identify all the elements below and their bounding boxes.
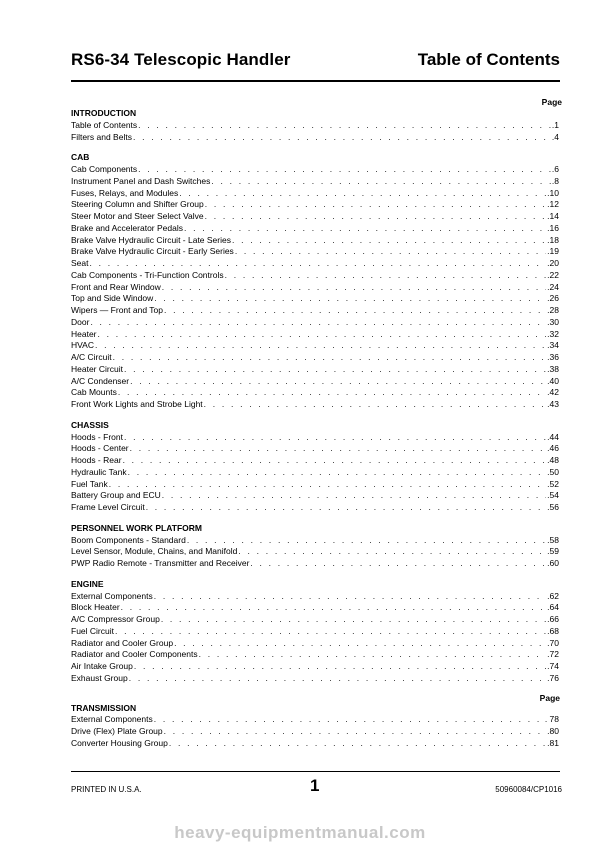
dot-leader	[95, 340, 546, 352]
toc-entry-page: .56	[547, 502, 559, 512]
toc-entry[interactable]	[71, 282, 559, 294]
toc-entry-label: Door	[71, 316, 90, 327]
dot-leader	[164, 726, 547, 738]
toc-entry-label: Heater	[71, 328, 97, 339]
toc-entry-page: .6	[551, 164, 559, 174]
toc-entry-label: Fuel Tank	[71, 478, 108, 489]
toc-entry[interactable]	[71, 714, 559, 726]
toc-entry-page: .59	[547, 546, 559, 557]
dot-leader	[179, 188, 546, 200]
dot-leader	[113, 352, 547, 364]
header-divider	[71, 80, 560, 82]
watermark: heavy-equipmentmanual.com	[174, 823, 426, 842]
toc-entry-label: A/C Circuit	[71, 352, 112, 362]
dot-leader	[124, 364, 546, 376]
toc-entry-label: Brake and Accelerator Pedals	[71, 222, 183, 233]
dot-leader	[133, 132, 551, 144]
dot-leader	[250, 558, 546, 570]
toc-entry[interactable]	[71, 317, 559, 329]
toc-entry-page: .14	[547, 211, 559, 221]
toc-entry-label: Front and Rear Window	[71, 281, 161, 292]
dot-leader	[121, 602, 547, 614]
toc-entry-page: .8	[551, 175, 559, 186]
toc-entry-page: .32	[547, 328, 559, 339]
toc-entry-label: Converter Housing Group	[71, 737, 168, 748]
toc-entry-label: External Components	[71, 590, 153, 601]
dot-leader	[187, 535, 546, 547]
dot-leader	[138, 164, 551, 176]
dot-leader	[154, 293, 546, 305]
toc-entry[interactable]	[71, 673, 559, 685]
toc-entry-page: .81	[547, 737, 559, 748]
toc-entry-page: .22	[547, 269, 559, 280]
toc-entry-label: Filters and Belts	[71, 131, 132, 142]
dot-leader	[164, 305, 546, 317]
toc-section-title: CHASSIS	[71, 419, 109, 430]
toc-entry-label: Hoods - Rear	[71, 455, 122, 465]
toc-entry-page: .12	[547, 199, 559, 210]
toc-entry[interactable]	[71, 455, 559, 467]
toc-entry[interactable]	[71, 164, 559, 176]
toc-entry-label: Air Intake Group	[71, 661, 133, 671]
toc-entry[interactable]	[71, 490, 559, 502]
dot-leader	[124, 432, 546, 444]
toc-section-title: ENGINE	[71, 578, 104, 589]
dot-leader	[130, 376, 546, 388]
toc-entry[interactable]	[71, 443, 559, 455]
toc-entry-page: .1	[551, 119, 559, 130]
toc-entry-label: HVAC	[71, 340, 94, 351]
toc-entry-page: .4	[551, 131, 559, 142]
toc-entry[interactable]	[71, 387, 559, 399]
toc-entry-label: PWP Radio Remote - Transmitter and Receiver	[71, 558, 250, 568]
toc-entry[interactable]	[71, 602, 559, 614]
toc-entry[interactable]	[71, 399, 559, 411]
toc-entry-label: Radiator and Cooler Components	[71, 649, 198, 660]
toc-entry-page: .74	[547, 661, 559, 671]
toc-entry-page: .68	[547, 625, 559, 636]
toc-entry-page: .58	[547, 534, 559, 545]
toc-entry-label: Exhaust Group	[71, 672, 128, 683]
dot-leader	[238, 546, 546, 558]
toc-entry-label: Hydraulic Tank	[71, 466, 127, 477]
dot-leader	[232, 235, 546, 247]
toc-entry[interactable]	[71, 661, 559, 673]
dot-leader	[162, 490, 546, 502]
toc-entry-label: Brake Valve Hydraulic Circuit - Early Series	[71, 246, 234, 257]
toc-entry-page: .46	[547, 443, 559, 454]
dot-leader	[138, 120, 551, 132]
dot-leader	[169, 738, 546, 750]
dot-leader	[225, 270, 547, 282]
toc-section-title: CAB	[71, 152, 90, 163]
toc-entry-page: .48	[547, 455, 559, 465]
toc-entry-page: .50	[547, 466, 559, 477]
toc-entry-label: Radiator and Cooler Group	[71, 637, 174, 648]
toc-entry-page: .30	[547, 316, 559, 327]
toc-entry-label: A/C Condenser	[71, 375, 130, 386]
toc-entry-label: Table of Contents	[71, 119, 138, 130]
toc-entry-label: Frame Level Circuit	[71, 502, 145, 512]
page-column-label: Page	[539, 692, 560, 703]
toc-entry[interactable]	[71, 614, 559, 626]
toc-entry-label: Wipers — Front and Top	[71, 305, 163, 315]
dot-leader	[123, 455, 547, 467]
dot-leader	[130, 443, 547, 455]
dot-leader	[146, 502, 546, 514]
toc-entry-page: .44	[547, 431, 559, 442]
dot-leader	[162, 282, 546, 294]
toc-entry[interactable]	[71, 176, 559, 188]
dot-leader	[211, 176, 551, 188]
section-gap	[71, 411, 559, 420]
dot-leader	[235, 246, 546, 258]
toc-entry[interactable]	[71, 591, 559, 603]
toc-entry-page: .10	[547, 187, 559, 198]
toc-entry[interactable]	[71, 329, 559, 341]
toc-entry-label: Front Work Lights and Strobe Light	[71, 399, 203, 409]
toc-entry-label: External Components	[71, 714, 153, 725]
footer-printed-note: PRINTED IN U.S.A.	[71, 785, 142, 794]
toc-entry[interactable]	[71, 223, 559, 235]
toc-entry[interactable]	[71, 726, 559, 738]
toc-entry-page: .38	[547, 363, 559, 374]
toc-entry-label: Top and Side Window	[71, 293, 154, 304]
toc-entry-page: .70	[547, 637, 559, 648]
toc-entry[interactable]	[71, 270, 559, 282]
dot-leader	[115, 626, 546, 638]
toc-entry-label: Hoods - Center	[71, 443, 129, 454]
toc-entry[interactable]	[71, 738, 559, 750]
toc-entry-label: Instrument Panel and Dash Switches	[71, 175, 211, 186]
dot-leader	[184, 223, 546, 235]
dot-leader	[98, 329, 547, 341]
toc-entry[interactable]	[71, 132, 559, 144]
toc-entry-page: .80	[547, 726, 559, 736]
toc-entry-page: .64	[547, 602, 559, 613]
toc-entry[interactable]	[71, 340, 559, 352]
toc-entry-page: .60	[547, 558, 559, 568]
toc-entry-page: .76	[547, 672, 559, 683]
toc-entry[interactable]	[71, 258, 559, 270]
toc-entry-label: Block Heater	[71, 602, 120, 613]
toc-entry-page: .20	[547, 258, 559, 268]
dot-leader	[174, 638, 546, 650]
toc-entry[interactable]	[71, 626, 559, 638]
dot-leader	[118, 387, 546, 399]
toc-entry[interactable]	[71, 211, 559, 223]
table-of-contents	[71, 108, 559, 750]
toc-entry-label: Cab Components	[71, 164, 138, 174]
toc-entry-label: Brake Valve Hydraulic Circuit - Late Series	[71, 234, 231, 245]
toc-entry-page: .19	[547, 246, 559, 257]
toc-entry[interactable]	[71, 235, 559, 247]
toc-entry-page: .72	[547, 649, 559, 660]
dot-leader	[90, 317, 546, 329]
toc-entry-label: Fuel Circuit	[71, 625, 114, 636]
toc-entry-page: .42	[547, 387, 559, 398]
toc-entry-page: .26	[547, 293, 559, 304]
toc-entry-page: .40	[547, 375, 559, 386]
dot-leader	[205, 199, 546, 211]
toc-entry-page: .43	[547, 399, 559, 409]
toc-entry-label: Cab Components - Tri-Function Controls	[71, 269, 224, 280]
toc-entry-label: Boom Components - Standard	[71, 534, 186, 545]
toc-entry-page: .62	[547, 590, 559, 601]
section-gap	[71, 143, 559, 152]
dot-leader	[204, 399, 547, 411]
dot-leader	[199, 649, 547, 661]
toc-entry-label: Level Sensor, Module, Chains, and Manifold	[71, 546, 238, 557]
toc-entry[interactable]	[71, 246, 559, 258]
toc-entry-page: .24	[547, 281, 559, 292]
toc-entry-page: .28	[547, 305, 559, 315]
toc-entry-label: Steer Motor and Steer Select Valve	[71, 211, 204, 221]
document-title: RS6-34 Telescopic Handler	[71, 50, 291, 69]
dot-leader	[134, 661, 546, 673]
toc-section-title: PERSONNEL WORK PLATFORM	[71, 522, 202, 533]
dot-leader	[154, 714, 544, 726]
toc-entry-label: Battery Group and ECU	[71, 490, 161, 501]
dot-leader	[90, 258, 547, 270]
toc-entry-label: Fuses, Relays, and Modules	[71, 187, 179, 198]
dot-leader	[109, 479, 546, 491]
footer-divider	[71, 771, 560, 772]
toc-entry[interactable]	[71, 502, 559, 514]
toc-entry-label: Hoods - Front	[71, 431, 123, 442]
toc-entry[interactable]	[71, 352, 559, 364]
toc-entry-page: .18	[547, 234, 559, 245]
toc-section-title: TRANSMISSION	[71, 702, 137, 713]
toc-entry-page: . 78	[544, 714, 559, 725]
toc-entry[interactable]	[71, 364, 559, 376]
section-gap	[71, 514, 559, 523]
toc-entry-page: .36	[547, 352, 559, 362]
toc-entry-page: .34	[547, 340, 559, 351]
toc-entry[interactable]	[71, 638, 559, 650]
toc-entry-label: Heater Circuit	[71, 363, 123, 374]
toc-entry[interactable]	[71, 305, 559, 317]
page-number: 1	[310, 776, 320, 795]
dot-leader	[129, 673, 546, 685]
toc-entry[interactable]	[71, 558, 559, 570]
toc-entry-page: .66	[547, 614, 559, 624]
toc-section-title: INTRODUCTION	[71, 108, 137, 118]
dot-leader	[161, 614, 546, 626]
page-column-label: Page	[541, 97, 562, 107]
toc-entry-label: Seat	[71, 258, 89, 268]
toc-entry-page: .54	[547, 490, 559, 501]
dot-leader	[128, 467, 547, 479]
toc-entry[interactable]	[71, 188, 559, 200]
toc-entry-label: Cab Mounts	[71, 387, 117, 398]
toc-entry-page: .52	[547, 478, 559, 489]
section-gap	[71, 570, 559, 579]
toc-entry-page: .16	[547, 222, 559, 233]
toc-entry[interactable]	[71, 376, 559, 388]
toc-entry-label: Drive (Flex) Plate Group	[71, 726, 163, 736]
toc-entry-label: A/C Compressor Group	[71, 614, 160, 624]
toc-entry[interactable]	[71, 649, 559, 661]
toc-entry-label: Steering Column and Shifter Group	[71, 199, 204, 210]
section-heading: Table of Contents	[417, 50, 560, 69]
dot-leader	[205, 211, 547, 223]
toc-entry[interactable]	[71, 467, 559, 479]
toc-entry[interactable]	[71, 120, 559, 132]
toc-entry[interactable]	[71, 432, 559, 444]
toc-entry[interactable]	[71, 535, 559, 547]
section-gap	[71, 685, 559, 694]
toc-entry[interactable]	[71, 479, 559, 491]
document-code: 50960084/CP1016	[495, 785, 562, 794]
toc-entry[interactable]	[71, 293, 559, 305]
toc-entry[interactable]	[71, 546, 559, 558]
toc-entry[interactable]	[71, 199, 559, 211]
dot-leader	[154, 591, 546, 603]
